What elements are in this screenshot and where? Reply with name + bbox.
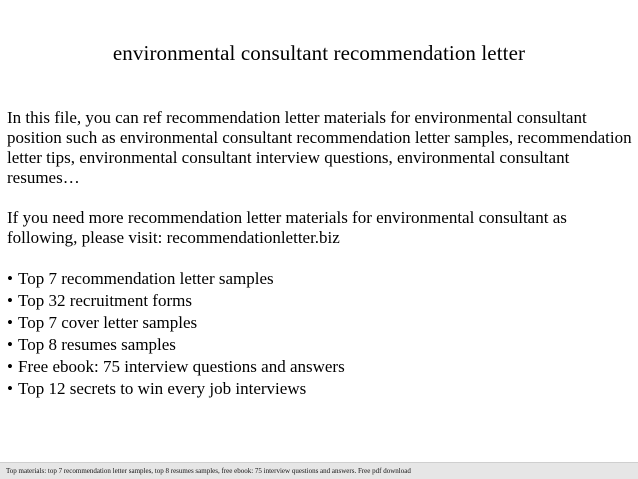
list-item[interactable]	[7, 290, 632, 312]
materials-list	[7, 268, 632, 400]
more-info-paragraph	[7, 208, 632, 248]
bullet-icon: •	[7, 379, 13, 398]
more-info-text: If you need more recommendation letter materials for environmental consultant as following, please visit: recommendationletter.biz	[7, 208, 567, 247]
bullet-icon: •	[7, 269, 13, 288]
list-item-label: Top 7 recommendation letter samples	[18, 269, 274, 288]
bullet-icon: •	[7, 291, 13, 310]
bullet-icon: •	[7, 313, 13, 332]
intro-text: In this file, you can ref recommendation letter materials for environmental consultant position such as environmental consultant recommendation letter samples, recommendation letter tips, environmental consultant interview questions, environmental consultant resumes…	[7, 108, 632, 187]
bullet-icon: •	[7, 335, 13, 354]
list-item[interactable]	[7, 268, 632, 290]
list-item-label: Top 7 cover letter samples	[18, 313, 198, 332]
bullet-icon: •	[7, 357, 13, 376]
list-item[interactable]	[7, 356, 632, 378]
list-item[interactable]	[7, 312, 632, 334]
list-item-label: Top 32 recruitment forms	[18, 291, 192, 310]
list-item-label: Top 12 secrets to win every job interviews	[18, 379, 307, 398]
list-item-label: Free ebook: 75 interview questions and answers	[18, 357, 345, 376]
intro-paragraph	[7, 108, 632, 188]
page-title: environmental consultant recommendation letter	[112, 41, 526, 65]
list-item[interactable]	[7, 378, 632, 400]
list-item[interactable]	[7, 334, 632, 356]
footer-text: Top materials: top 7 recommendation letter samples, top 8 resumes samples, free ebook: 75 interview questions and answers. Free pdf download	[6, 467, 411, 475]
footer-bar	[0, 462, 638, 479]
list-item-label: Top 8 resumes samples	[18, 335, 176, 354]
